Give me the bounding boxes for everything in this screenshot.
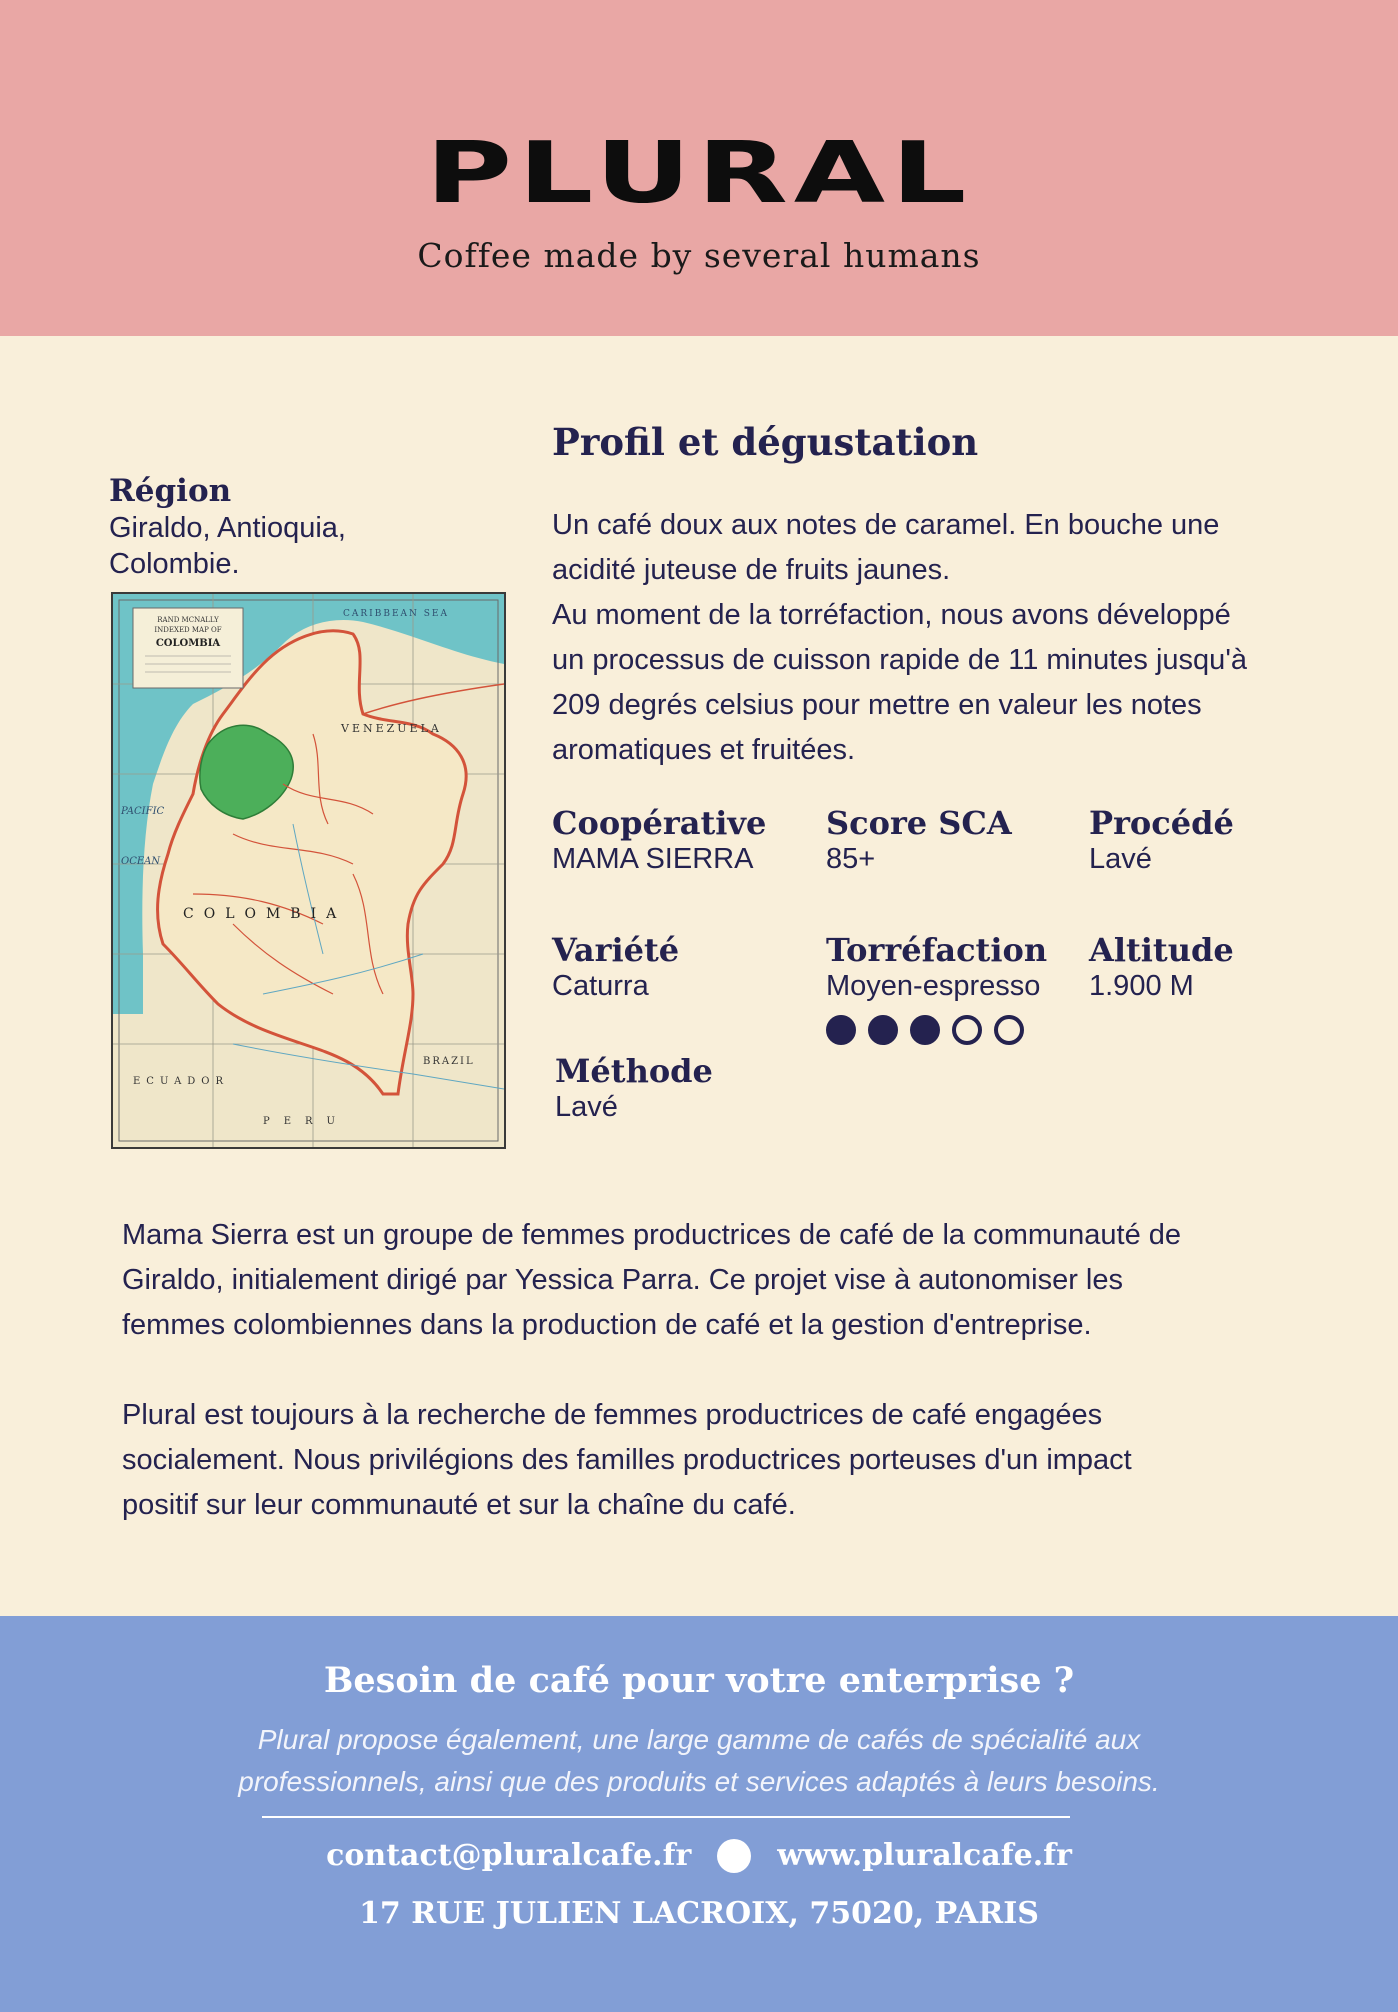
profile-line: Au moment de la torréfaction, nous avons développé	[552, 599, 1231, 631]
map-title-1: RAND MCNALLY	[157, 616, 219, 624]
colombia-map	[111, 592, 506, 1149]
footer-description	[0, 1719, 1398, 1803]
story-paragraph-2	[122, 1393, 1282, 1528]
website-link[interactable]: www.pluralcafe.fr	[777, 1838, 1072, 1873]
story-line: femmes colombiennes dans la production de café et la gestion d'entreprise.	[122, 1309, 1092, 1341]
cooperative-label: Coopérative	[552, 804, 767, 842]
story-line: positif sur leur communauté et sur la chaîne du café.	[122, 1489, 796, 1521]
footer-text-line: Plural propose également, une large gamme de cafés de spécialité aux	[257, 1724, 1141, 1755]
region-label: Région	[109, 473, 232, 509]
methode-label: Méthode	[555, 1052, 713, 1090]
colombia-map-icon	[113, 594, 504, 1147]
story-line: socialement. Nous privilégions des familles productrices porteuses d'un impact	[122, 1444, 1132, 1476]
altitude-value: 1.900 M	[1089, 970, 1194, 1002]
header-band	[0, 0, 1398, 336]
map-title-3: COLOMBIA	[155, 638, 221, 649]
brand-tagline: Coffee made by several humans	[417, 236, 981, 275]
map-label-pacific: PACIFIC	[121, 806, 165, 817]
story-paragraph-1	[122, 1213, 1282, 1348]
map-label-caribbean: CARIBBEAN SEA	[343, 609, 449, 619]
map-label-colombia: COLOMBIA	[183, 906, 347, 922]
map-label-ecuador: ECUADOR	[133, 1076, 230, 1087]
region-value: Giraldo, Antioquia, Colombie.	[109, 512, 346, 580]
roast-dot-filled-icon	[910, 1015, 940, 1045]
variete-value: Caturra	[552, 970, 649, 1002]
roast-dot-filled-icon	[868, 1015, 898, 1045]
variete-label: Variété	[552, 931, 680, 969]
methode-value: Lavé	[555, 1091, 618, 1123]
map-label-peru: PERU	[263, 1116, 349, 1127]
profile-line: un processus de cuisson rapide de 11 minutes jusqu'à	[552, 644, 1247, 676]
footer-band	[0, 1616, 1398, 2012]
contact-row	[0, 1838, 1398, 1873]
altitude-label: Altitude	[1089, 931, 1234, 969]
roast-level-indicator	[826, 1015, 1024, 1045]
footer-text-line: professionnels, ainsi que des produits et services adaptés à leurs besoins.	[238, 1766, 1160, 1797]
score-value: 85+	[826, 843, 876, 875]
torrefaction-label: Torréfaction	[826, 931, 1048, 969]
profile-line: 209 degrés celsius pour mettre en valeur les notes	[552, 689, 1202, 721]
email-link[interactable]: contact@pluralcafe.fr	[326, 1838, 692, 1873]
brand-logo: PLURAL	[425, 122, 973, 223]
profile-line: aromatiques et fruitées.	[552, 734, 856, 766]
map-label-brazil: BRAZIL	[423, 1056, 475, 1067]
score-label: Score SCA	[826, 804, 1012, 842]
cooperative-value: MAMA SIERRA	[552, 843, 754, 875]
footer-divider	[262, 1816, 1070, 1818]
postal-address: 17 RUE JULIEN LACROIX, 75020, PARIS	[359, 1896, 1039, 1931]
profile-line: acidité juteuse de fruits jaunes.	[552, 554, 951, 586]
roast-dot-empty-icon	[952, 1015, 982, 1045]
procede-value: Lavé	[1089, 843, 1152, 875]
torrefaction-value: Moyen-espresso	[826, 970, 1041, 1002]
map-label-venezuela: VENEZUELA	[341, 722, 442, 735]
story-line: Plural est toujours à la recherche de femmes productrices de café engagées	[122, 1399, 1103, 1431]
separator-dot-icon	[717, 1839, 751, 1873]
map-label-ocean: OCEAN	[121, 856, 161, 867]
profile-title: Profil et dégustation	[552, 420, 979, 464]
map-title-2: INDEXED MAP OF	[154, 626, 222, 634]
story-line: Giraldo, initialement dirigé par Yessica Parra. Ce projet vise à autonomiser les	[122, 1264, 1123, 1296]
roast-dot-empty-icon	[994, 1015, 1024, 1045]
footer-title: Besoin de café pour votre enterprise ?	[323, 1660, 1075, 1701]
procede-label: Procédé	[1089, 804, 1234, 842]
profile-line: Un café doux aux notes de caramel. En bouche une	[552, 509, 1220, 541]
profile-description	[552, 503, 1312, 773]
story-line: Mama Sierra est un groupe de femmes productrices de café de la communauté de	[122, 1219, 1182, 1251]
roast-dot-filled-icon	[826, 1015, 856, 1045]
